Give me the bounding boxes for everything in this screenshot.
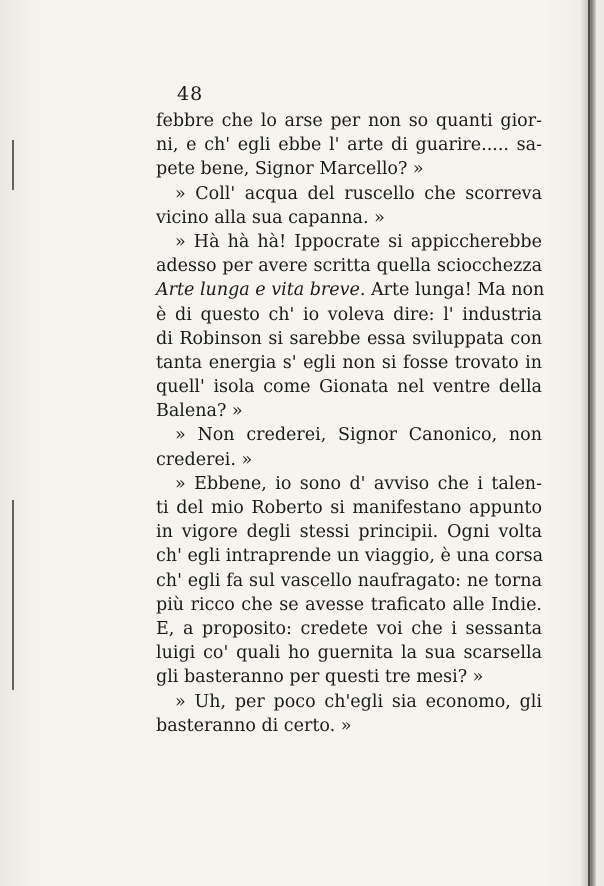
text-line: » Non crederei, Signor Canonico, non <box>175 425 542 446</box>
margin-mark <box>12 140 14 190</box>
text-line: gli basteranno per questi tre mesi? » <box>156 667 484 688</box>
text-line: pete bene, Signor Marcello? » <box>156 159 424 180</box>
text-line: vicino alla sua capanna. » <box>156 207 385 228</box>
text-line: » Hà hà hà! Ippocrate si appiccherebbe <box>175 231 542 252</box>
text-line: adesso per avere scritta quella sciocchezza <box>156 256 542 277</box>
text-line: di Robinson si sarebbe essa sviluppata con <box>156 328 542 349</box>
text-line: più ricco che se avesse traficato alle Indie. <box>156 594 542 615</box>
text-line: » Coll' acqua del ruscello che scorreva <box>175 183 542 204</box>
text-line: » Uh, per poco ch'egli sia economo, gli <box>175 691 542 712</box>
text-line: ch' egli fa sul vascello naufragato: ne torna <box>156 570 542 591</box>
text-line: » Ebbene, io sono d' avviso che i talen- <box>175 473 542 494</box>
text-line: Balena? » <box>156 401 243 422</box>
text-line: febbre che lo arse per non so quanti gior- <box>156 111 542 131</box>
margin-mark <box>12 500 14 690</box>
body-text <box>156 109 545 738</box>
text-line: ch' egli intraprende un viaggio, è una corsa <box>156 546 544 567</box>
page-number: 48 <box>177 83 204 105</box>
text-line <box>156 278 545 302</box>
text-line: luigi co' quali ho guernita la sua scarsella <box>156 643 542 664</box>
text-line: basteranno di certo. » <box>156 715 352 736</box>
text-line: tanta energia s' egli non si fosse trovato in <box>156 352 542 373</box>
text-line: ni, e ch' egli ebbe l' arte di guarire..... sa- <box>156 135 542 156</box>
italic-quote: Arte lunga e vita breve. <box>156 280 366 301</box>
text-line: crederei. » <box>156 449 253 470</box>
text-line: in vigore degli stessi principii. Ogni volta <box>156 522 542 543</box>
text-line: E, a proposito: credete voi che i sessanta <box>156 618 542 639</box>
text-span: Arte lunga! Ma non <box>365 280 545 301</box>
text-line: ti del mio Roberto si manifestano appunto <box>156 498 542 518</box>
text-line: è di questo ch' io voleva dire: l' industria <box>156 304 542 325</box>
page-edge-line <box>588 0 590 886</box>
text-line: quell' isola come Gionata nel ventre della <box>156 377 542 398</box>
